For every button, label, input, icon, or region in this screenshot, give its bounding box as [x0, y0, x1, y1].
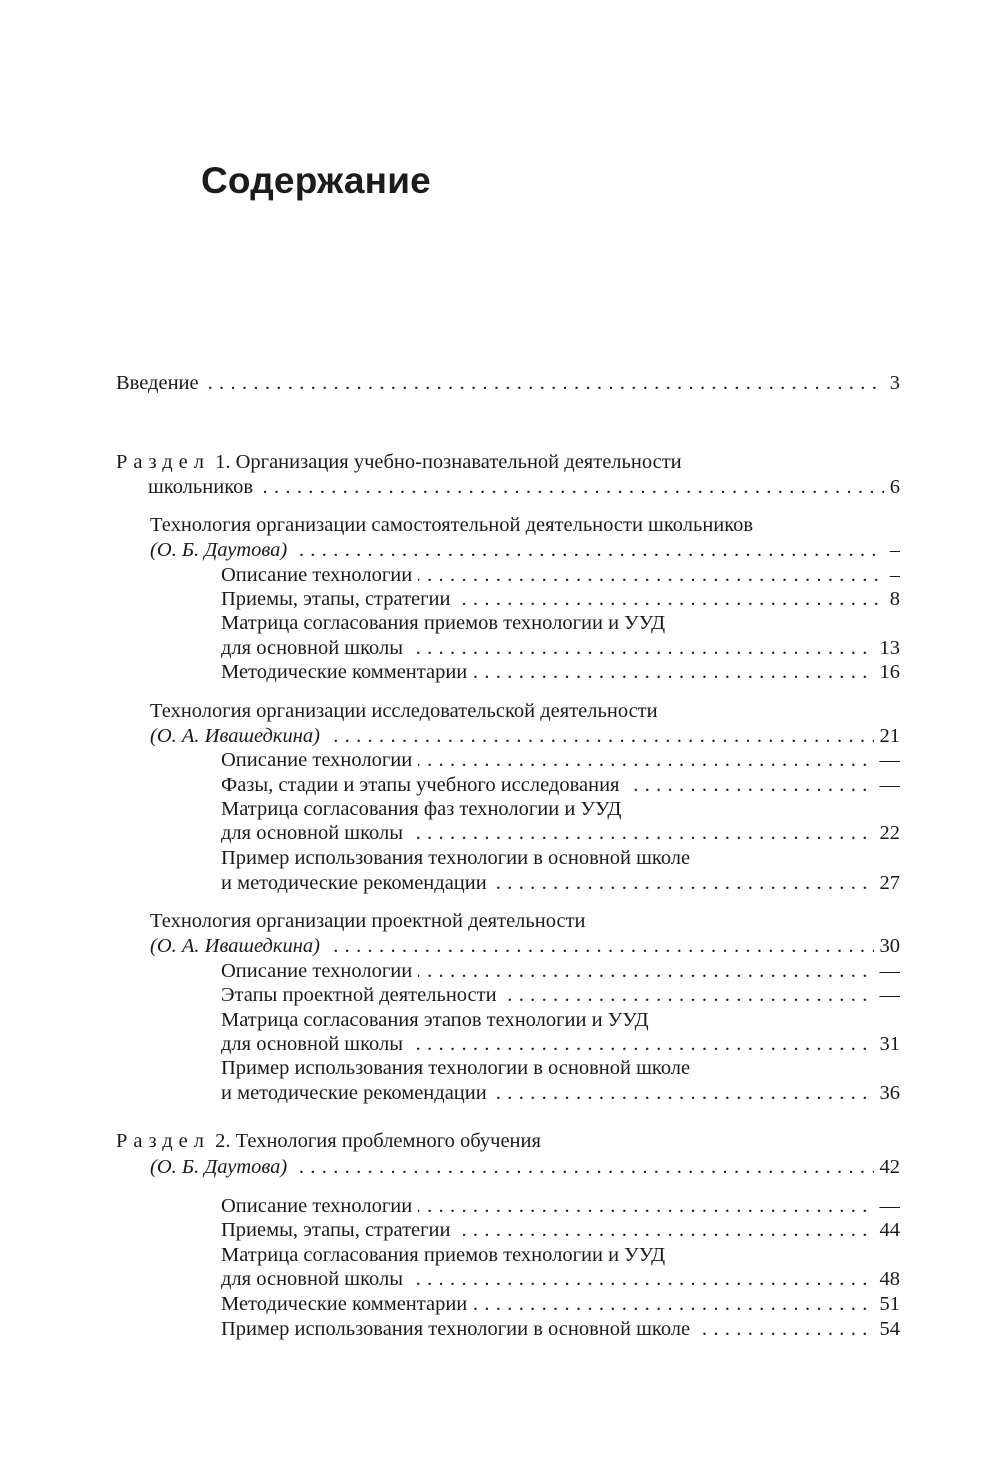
toc-page-number: — [874, 982, 901, 1008]
toc-author: (О. А. Ивашедкина) [150, 933, 326, 959]
toc-page-number: — [874, 958, 901, 984]
toc-page-number: 16 [874, 659, 901, 685]
toc-entry[interactable]: . . . Этапы проектной деятельности — [221, 982, 900, 1008]
toc-entry[interactable]: . . . и методические рекомендации 27 [221, 870, 900, 896]
toc-page-number: 3 [884, 370, 900, 396]
toc-entry[interactable]: Матрица согласования этапов технологии и УУД [221, 1007, 900, 1033]
toc-page-number: 13 [874, 635, 901, 661]
toc-page-number: 42 [874, 1154, 901, 1180]
toc-page-number: 22 [874, 820, 901, 846]
toc-entry[interactable]: . . . Описание технологии — [221, 1193, 900, 1219]
toc-author: (О. Б. Даутова) [150, 537, 293, 563]
toc-page-number: — [874, 1193, 901, 1219]
toc-entry[interactable]: . . . Описание технологии — [221, 958, 900, 984]
section-word: Раздел [116, 451, 210, 473]
toc-technology-3-author[interactable] [150, 933, 900, 959]
toc-page-number: 48 [874, 1266, 901, 1292]
toc-entry[interactable]: . . . Приемы, этапы, стратегии 8 [221, 586, 900, 612]
section-title: 2. Технология проблемного обучения [215, 1130, 541, 1152]
toc-page-number: 21 [874, 723, 901, 749]
toc-page-number: 51 [874, 1291, 901, 1317]
toc-page-number: 6 [884, 474, 900, 500]
toc-page-number: — [874, 747, 901, 773]
toc-section-1-heading[interactable] [116, 449, 900, 475]
toc-entry[interactable]: Матрица согласования фаз технологии и УУД [221, 796, 900, 822]
toc-author: (О. А. Ивашедкина) [150, 723, 326, 749]
toc-page-number: 27 [874, 870, 901, 896]
section-title: 1. Организация учебно-познавательной деятельности [215, 451, 682, 473]
toc-entry[interactable]: . . . для основной школы 31 [221, 1031, 900, 1057]
toc-entry-label: школьников [148, 474, 259, 500]
toc-entry-label: Введение [116, 370, 205, 396]
toc-entry[interactable]: . . . Описание технологии — [221, 747, 900, 773]
toc-page-number: 31 [874, 1031, 901, 1057]
toc-section-1-continuation[interactable] [148, 474, 900, 500]
toc-entry[interactable]: Матрица согласования приемов технологии и УУД [221, 610, 900, 636]
toc-entry[interactable]: . . . Приемы, этапы, стратегии 44 [221, 1217, 900, 1243]
toc-page-number: – [884, 562, 900, 588]
toc-entry[interactable]: . . . для основной школы 22 [221, 820, 900, 846]
toc-entry[interactable]: . . . и методические рекомендации 36 [221, 1080, 900, 1106]
toc-entry[interactable]: . . . для основной школы 48 [221, 1266, 900, 1292]
toc-page-number: 8 [884, 586, 900, 612]
toc-entry[interactable]: . . . Методические комментарии 16 [221, 659, 900, 685]
toc-page-number: 44 [874, 1217, 901, 1243]
toc-page-number: — [874, 772, 901, 798]
toc-technology-2-title[interactable]: Технология организации исследовательской деятельности [150, 698, 900, 724]
toc-page-number: 36 [874, 1080, 901, 1106]
toc-entry[interactable]: Матрица согласования приемов технологии и УУД [221, 1242, 900, 1268]
toc-entry[interactable]: . . . Пример использования технологии в основной школе 54 [221, 1316, 900, 1342]
toc-technology-3-title[interactable]: Технология организации проектной деятельности [150, 908, 900, 934]
toc-page-number: 30 [874, 933, 901, 959]
toc-entry[interactable]: Пример использования технологии в основной школе [221, 845, 900, 871]
toc-technology-1-author[interactable] [150, 537, 900, 563]
toc-technology-1-title[interactable]: Технология организации самостоятельной деятельности школьников [150, 512, 900, 538]
toc-section-2-heading[interactable] [116, 1128, 900, 1154]
toc-author: (О. Б. Даутова) [150, 1154, 293, 1180]
page-title: Содержание [201, 160, 431, 201]
toc-entry[interactable]: . . . Методические комментарии 51 [221, 1291, 900, 1317]
toc-entry[interactable]: . . . Фазы, стадии и этапы учебного исследования — [221, 772, 900, 798]
toc-page-number: – [884, 537, 900, 563]
section-word: Раздел [116, 1130, 210, 1152]
toc-entry[interactable]: . . . для основной школы 13 [221, 635, 900, 661]
toc-entry[interactable]: Пример использования технологии в основной школе [221, 1055, 900, 1081]
toc-entry-intro[interactable] [116, 370, 900, 396]
toc-technology-2-author[interactable] [150, 723, 900, 749]
toc-entry[interactable]: . . . Описание технологии – [221, 562, 900, 588]
toc-page-number: 54 [874, 1316, 901, 1342]
toc-section-2-author[interactable] [150, 1154, 900, 1180]
